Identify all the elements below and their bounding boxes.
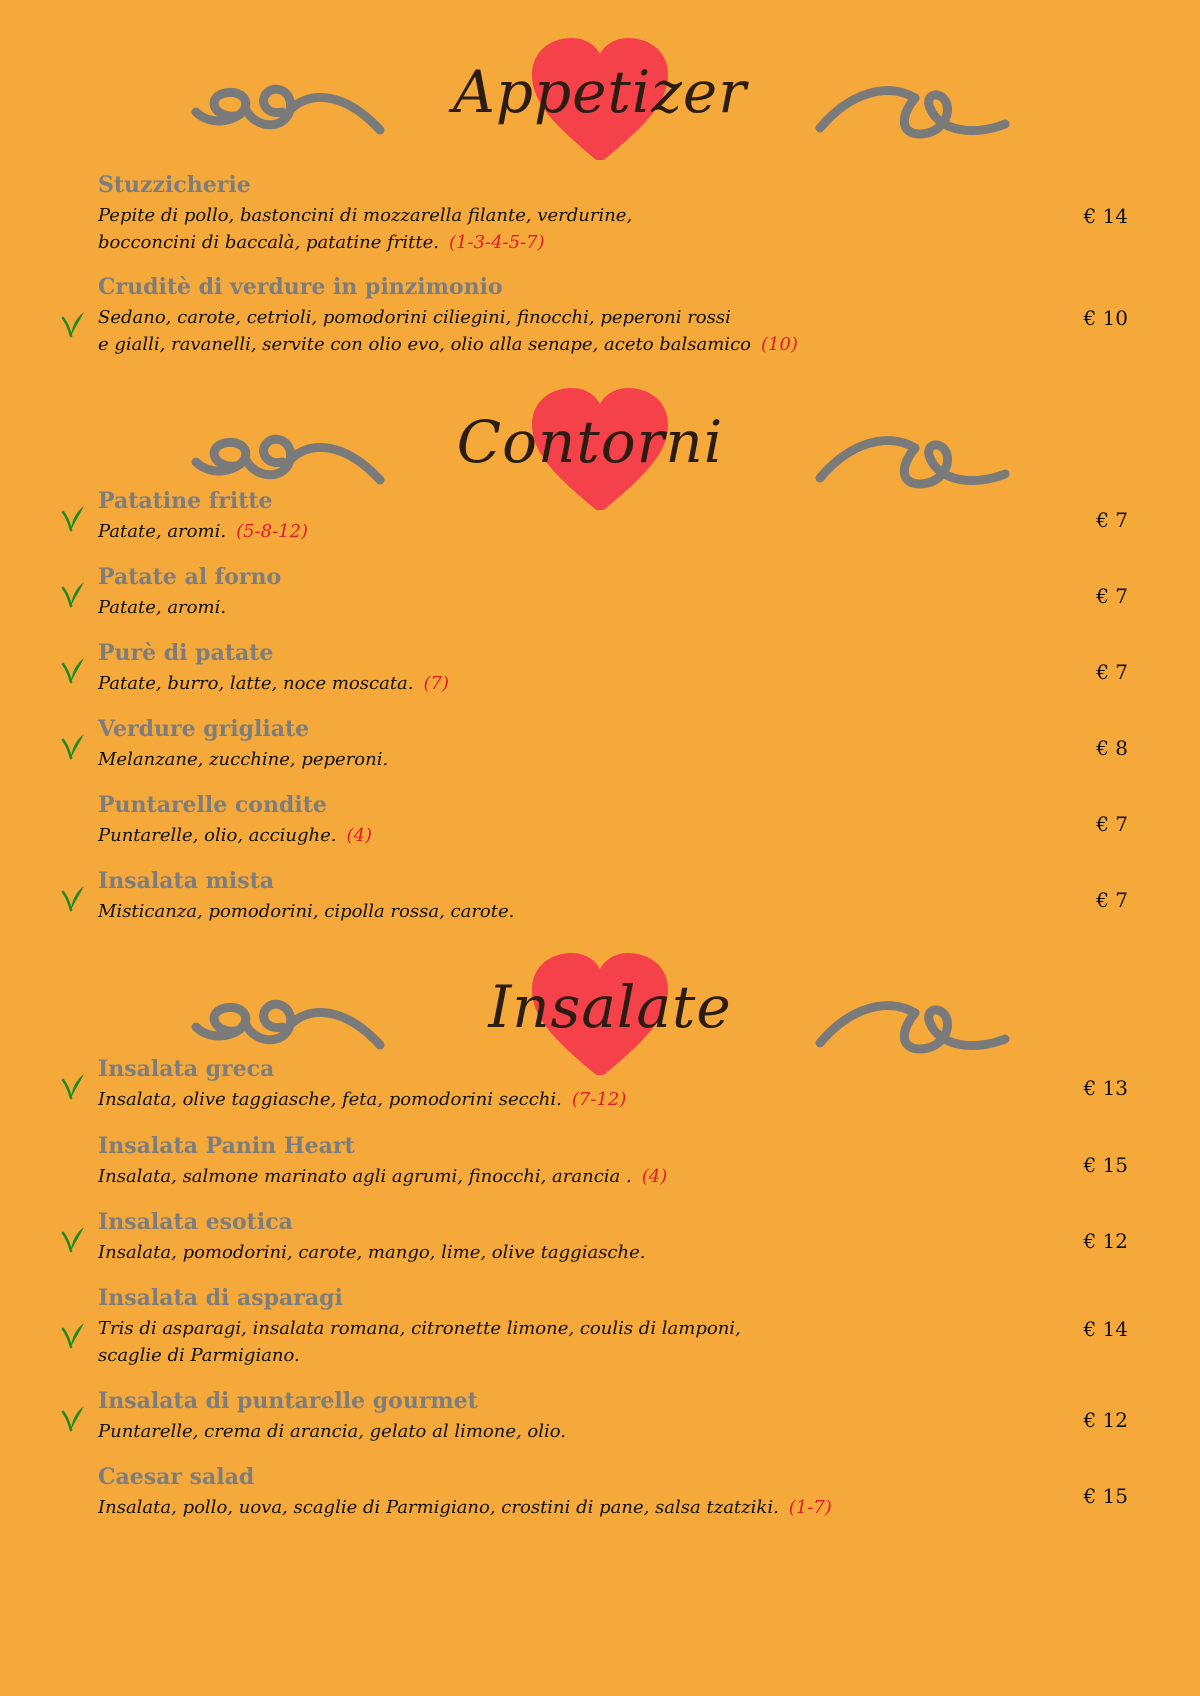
item-name: Patate al forno: [98, 564, 282, 590]
item-description-text: e gialli, ravanelli, servite con olio evo, olio alla senape, aceto balsamico: [98, 334, 751, 355]
item-name: Cruditè di verdure in pinzimonio: [98, 274, 503, 300]
item-price: € 7: [1096, 660, 1128, 684]
section-title: Appetizer: [453, 58, 747, 126]
leaf-v-icon: [60, 1072, 86, 1100]
item-name: Insalata mista: [98, 868, 275, 894]
allergen-codes: (1-3-4-5-7): [448, 232, 545, 253]
item-description-text: scaglie di Parmigiano.: [98, 1345, 300, 1366]
item-description: [98, 1494, 832, 1521]
item-description-text: Insalata, pollo, uova, scaglie di Parmigiano, crostini di pane, salsa tzatziki.: [98, 1497, 779, 1518]
item-description-line: [98, 1494, 832, 1521]
item-description-text: Sedano, carote, cetrioli, pomodorini ciliegini, finocchi, peperoni rossi: [98, 307, 731, 328]
leaf-v-icon: [60, 656, 86, 684]
section-header: [0, 935, 1200, 1075]
item-description: [98, 594, 226, 621]
item-price: € 13: [1083, 1076, 1128, 1100]
allergen-codes: (4): [641, 1166, 668, 1187]
item-description-text: Insalata, salmone marinato agli agrumi, finocchi, arancia .: [98, 1166, 632, 1187]
allergen-codes: (5-8-12): [236, 521, 309, 542]
leaf-v-icon: [60, 732, 86, 760]
item-name: Insalata Panin Heart: [98, 1133, 355, 1159]
item-price: € 14: [1083, 204, 1128, 228]
item-price: € 7: [1096, 584, 1128, 608]
item-description: [98, 1086, 626, 1113]
section-header: [0, 20, 1200, 160]
item-description: [98, 670, 449, 697]
item-name: Verdure grigliate: [98, 716, 310, 742]
item-price: € 8: [1096, 736, 1128, 760]
item-description-text: Patate, burro, latte, noce moscata.: [98, 673, 414, 694]
leaf-v-icon: [60, 580, 86, 608]
allergen-codes: (4): [346, 825, 372, 846]
item-description: [98, 1418, 566, 1445]
item-description-line: [98, 202, 632, 229]
leaf-v-icon: [60, 1225, 86, 1253]
item-description: [98, 202, 632, 256]
item-description-text: Insalata, olive taggiasche, feta, pomodorini secchi.: [98, 1089, 562, 1110]
leaf-v-icon: [60, 1404, 86, 1432]
leaf-v-icon: [60, 1321, 86, 1349]
item-description-text: Misticanza, pomodorini, cipolla rossa, carote.: [98, 901, 515, 922]
section-title: Insalate: [488, 973, 732, 1041]
item-price: € 14: [1083, 1317, 1128, 1341]
section-title: Contorni: [456, 408, 724, 476]
item-description: [98, 1163, 667, 1190]
leaf-v-icon: [60, 310, 86, 338]
item-price: € 7: [1096, 888, 1128, 912]
item-name: Insalata di puntarelle gourmet: [98, 1388, 478, 1414]
item-name: Insalata esotica: [98, 1209, 293, 1235]
item-name: Puntarelle condite: [98, 792, 327, 818]
item-price: € 10: [1083, 306, 1128, 330]
item-description-text: Melanzane, zucchine, peperoni.: [98, 749, 389, 770]
item-name: Stuzzicherie: [98, 172, 251, 198]
item-name: Patatine fritte: [98, 488, 273, 514]
item-description-text: Tris di asparagi, insalata romana, citronette limone, coulis di lamponi,: [98, 1318, 741, 1339]
item-description-line: [98, 304, 798, 331]
item-price: € 15: [1083, 1484, 1128, 1508]
item-description: [98, 898, 514, 925]
allergen-codes: (7): [423, 673, 450, 694]
item-description-line: [98, 898, 514, 925]
item-price: € 12: [1083, 1229, 1128, 1253]
item-price: € 15: [1083, 1153, 1128, 1177]
item-description-line: [98, 1163, 667, 1190]
item-description-line: [98, 1315, 741, 1342]
item-description-line: [98, 229, 632, 256]
item-description-line: [98, 594, 226, 621]
item-price: € 7: [1096, 508, 1128, 532]
item-name: Insalata di asparagi: [98, 1285, 343, 1311]
item-description-line: [98, 746, 388, 773]
item-description: [98, 1315, 741, 1369]
allergen-codes: (1-7): [788, 1497, 832, 1518]
item-description-line: [98, 331, 798, 358]
item-description-text: bocconcini di baccalà, patatine fritte.: [98, 232, 439, 253]
item-description-line: [98, 670, 449, 697]
item-description: [98, 518, 308, 545]
item-price: € 12: [1083, 1408, 1128, 1432]
item-description-line: [98, 1418, 566, 1445]
item-description-line: [98, 1239, 645, 1266]
item-description-text: Pepite di pollo, bastoncini di mozzarella filante, verdurine,: [98, 205, 633, 226]
item-description-line: [98, 822, 372, 849]
item-description-line: [98, 1086, 626, 1113]
item-description: [98, 304, 798, 358]
item-description-text: Insalata, pomodorini, carote, mango, lime, olive taggiasche.: [98, 1242, 646, 1263]
item-name: Purè di patate: [98, 640, 274, 666]
allergen-codes: (10): [760, 334, 798, 355]
item-description-text: Patate, aromi.: [98, 597, 227, 618]
item-description-line: [98, 518, 308, 545]
item-description-text: Puntarelle, crema di arancia, gelato al limone, olio.: [98, 1421, 567, 1442]
item-name: Caesar salad: [98, 1464, 255, 1490]
item-description-text: Puntarelle, olio, acciughe.: [98, 825, 337, 846]
item-description: [98, 822, 372, 849]
item-description-text: Patate, aromi.: [98, 521, 227, 542]
item-name: Insalata greca: [98, 1056, 275, 1082]
allergen-codes: (7-12): [571, 1089, 627, 1110]
item-description: [98, 1239, 645, 1266]
item-price: € 7: [1096, 812, 1128, 836]
item-description: [98, 746, 388, 773]
item-description-line: [98, 1342, 741, 1369]
leaf-v-icon: [60, 884, 86, 912]
leaf-v-icon: [60, 504, 86, 532]
